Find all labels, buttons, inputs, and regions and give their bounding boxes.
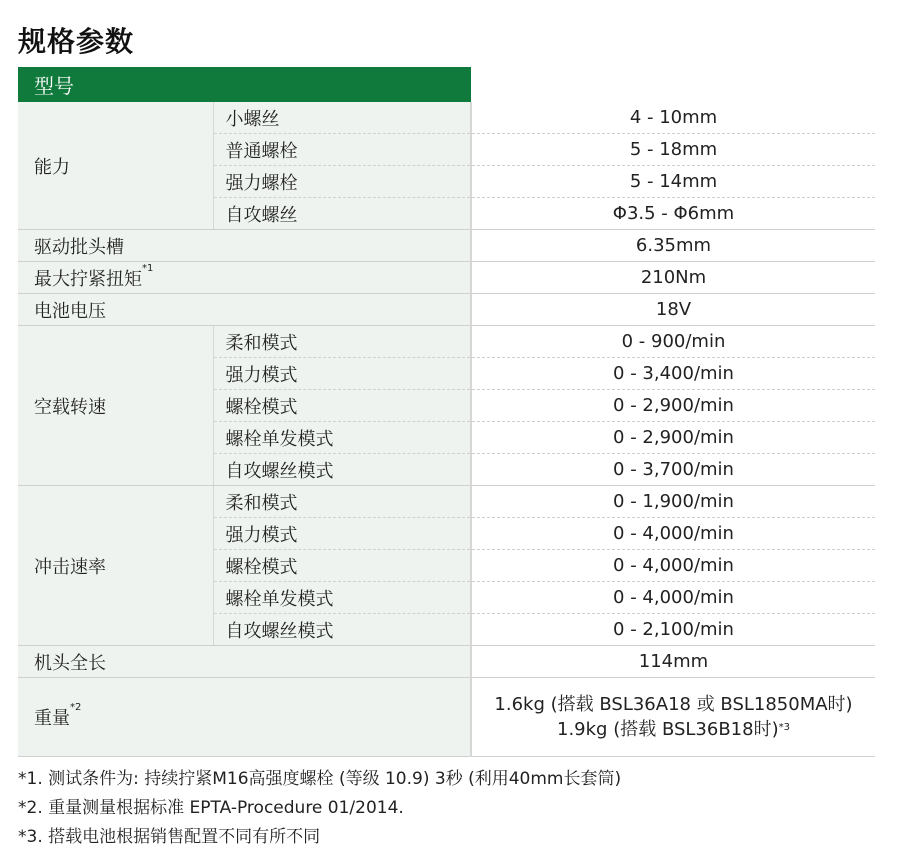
table-row [18,262,875,294]
table-row [18,102,875,134]
sub-label: 螺栓模式 [213,390,471,422]
spec-value: Φ3.5 - Φ6mm [471,198,875,230]
max-torque-label: 最大拧紧扭矩$^{*1}$ [18,262,471,294]
spec-value: 18V [471,294,875,326]
battery-voltage-label: 电池电压 [18,294,471,326]
page-title: 规格参数 [18,25,135,58]
spec-value: 0 - 4,000/min [471,582,875,614]
spec-table [18,67,875,757]
sub-label: 螺栓模式 [213,550,471,582]
impact-rate-label: 冲击速率 [18,486,213,646]
weight-line-1: 1.6kg (搭载 BSL36A18 或 BSL1850MA时) [494,694,853,715]
footnote-3: *3. 搭载电池根据销售配置不同有所不同 [18,827,321,847]
sub-label: 柔和模式 [213,326,471,358]
sub-label: 螺栓单发模式 [213,422,471,454]
table-row [18,230,875,262]
footnote-2: *2. 重量测量根据标准 EPTA-Procedure 01/2014. [18,798,404,818]
spec-value: 6.35mm [471,230,875,262]
spec-value: 0 - 900/min [471,326,875,358]
spec-value: 5 - 14mm [471,166,875,198]
footnotes [18,767,621,854]
footnote-marker: *3 [778,722,790,733]
sub-label: 强力螺栓 [213,166,471,198]
spec-value: 0 - 2,100/min [471,614,875,646]
bit-holder-label: 驱动批头槽 [18,230,471,262]
sub-label: 普通螺栓 [213,134,471,166]
spec-value: 0 - 1,900/min [471,486,875,518]
spec-value: 5 - 18mm [471,134,875,166]
table-row [18,294,875,326]
weight-value [471,678,875,757]
header-row [18,67,875,102]
footnote-marker: *2 [70,702,82,713]
footnote-1: *1. 测试条件为: 持续拧紧M16高强度螺栓 (等级 10.9) 3秒 (利用40mm长套筒) [18,769,622,789]
spec-value: 0 - 4,000/min [471,518,875,550]
model-value: WH 18DC [471,67,875,102]
sub-label: 小螺丝 [213,102,471,134]
weight-line-2: 1.9kg (搭载 BSL36B18时)$^{*3}$ [557,719,790,740]
table-row [18,678,875,757]
spec-value: 0 - 4,000/min [471,550,875,582]
weight-label: 重量$^{*2}$ [18,678,471,757]
capacity-label: 能力 [18,102,213,230]
spec-value: 114mm [471,646,875,678]
sub-label: 自攻螺丝模式 [213,614,471,646]
sub-label: 自攻螺丝 [213,198,471,230]
sub-label: 强力模式 [213,358,471,390]
spec-value: 0 - 2,900/min [471,422,875,454]
spec-value: 4 - 10mm [471,102,875,134]
table-row [18,326,875,358]
sub-label: 自攻螺丝模式 [213,454,471,486]
spec-value: 0 - 3,700/min [471,454,875,486]
overall-length-label: 机头全长 [18,646,471,678]
spec-value: 210Nm [471,262,875,294]
sub-label: 强力模式 [213,518,471,550]
no-load-speed-label: 空载转速 [18,326,213,486]
model-label: 型号 [18,67,471,102]
spec-value: 0 - 2,900/min [471,390,875,422]
spec-value: 0 - 3,400/min [471,358,875,390]
table-row [18,486,875,518]
sub-label: 柔和模式 [213,486,471,518]
sub-label: 螺栓单发模式 [213,582,471,614]
table-row [18,646,875,678]
footnote-marker: *1 [142,262,154,274]
